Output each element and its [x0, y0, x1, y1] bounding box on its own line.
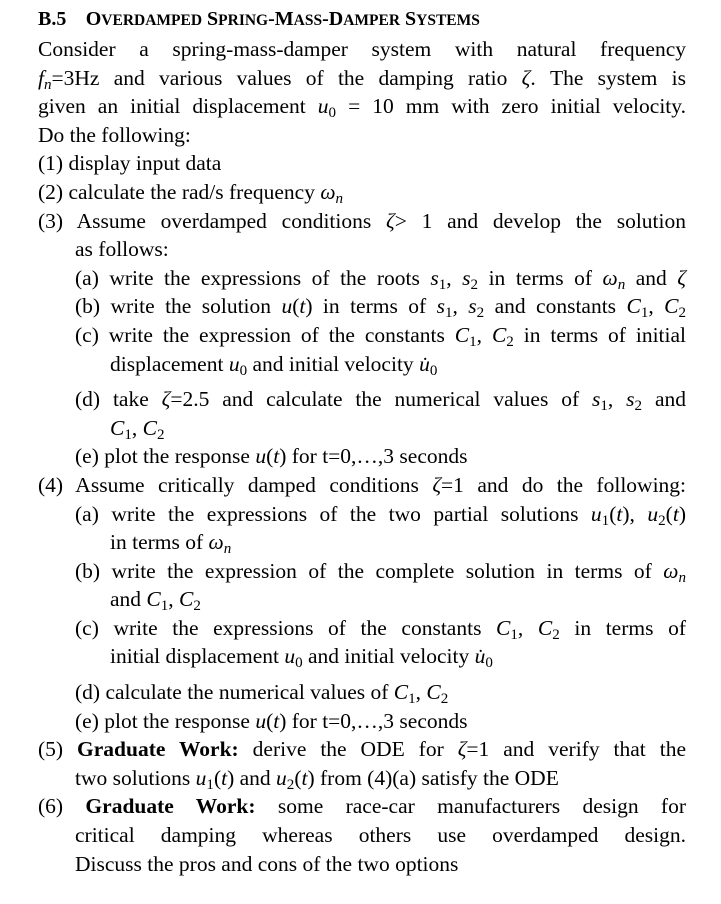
item-4a-line-1: (a) write the expressions of the two partial solutions $u_1(t)$, $u_2(t)$: [75, 501, 686, 529]
intro-line-3: given an initial displacement $u_0 = 10$ mm with zero initial velocity.: [38, 94, 687, 121]
item-4c-line-2: initial displacement $u_0$ and initial velocity $u̇_0$: [110, 644, 493, 672]
item-1: (1) display input data: [38, 151, 222, 176]
item-3d-line-2: $C_1$, $C_2$: [110, 415, 165, 443]
intro-line-4: Do the following:: [38, 122, 191, 147]
item-4d: (d) calculate the numerical values of $C_1$, $C_2$: [75, 680, 449, 707]
item-3b: (b) write the solution u(t) in terms of $s_1$, $s_2$ and constants $C_1$, $C_2$: [75, 294, 687, 322]
item-3c-line-1: (c) write the expression of the constants $C_1$, $C_2$ in terms of initial: [75, 322, 687, 350]
item-4e: (e) plot the response u(t) for t=0,…,3 seconds: [75, 708, 468, 733]
intro-line-1: Consider a spring-mass-damper system with natural frequency: [38, 37, 686, 61]
item-3d-line-1: (d) take ζ=2.5 and calculate the numerical values of $s_1$, $s_2$ and: [75, 387, 687, 414]
item-4b-line-1: (b) write the expression of the complete solution in terms of $\omega_n$: [75, 558, 686, 586]
spacer: [38, 378, 686, 385]
item-4c-line-1: (c) write the expressions of the constants $C_1$, $C_2$ in terms of: [75, 615, 686, 643]
intro-line-2: $f_n=3Hz$ and various values of the damping ratio ζ. The system is: [38, 65, 686, 93]
item-4a-line-2: in terms of $\omega_n$: [110, 530, 232, 557]
item-3e: (e) plot the response u(t) for t=0,…,3 seconds: [75, 444, 468, 469]
item-6-line-1: (6) Graduate Work: some race-car manufacturers design for: [38, 794, 686, 819]
item-4b-line-2: and $C_1$, $C_2$: [110, 587, 201, 615]
section-title: OVERDAMPED SPRING-MASS-DAMPER SYSTEMS: [85, 8, 480, 30]
graduate-work-label: Graduate Work:: [85, 794, 256, 819]
item-4: (4) Assume critically damped conditions ζ=1 and do the following:: [38, 472, 687, 497]
spacer: [38, 671, 686, 678]
item-5-line-2: two solutions $u_1(t)$ and $u_2(t)$ from (4)(a) satisfy the ODE: [75, 765, 559, 793]
item-2: (2) calculate the rad/s frequency $\omega_n$: [38, 179, 344, 207]
item-3c-line-2: displacement $u_0$ and initial velocity $u̇_0$: [110, 351, 438, 379]
item-3-line-2: as follows:: [75, 237, 169, 262]
item-3-line-1: (3) Assume overdamped conditions ζ> 1 and develop the solution: [38, 208, 686, 233]
item-6-line-3: Discuss the pros and cons of the two options: [75, 851, 459, 876]
section-heading: [38, 4, 480, 36]
graduate-work-label: Graduate Work:: [77, 737, 239, 762]
item-6-line-2: critical damping whereas others use overdamped design.: [75, 823, 686, 848]
section-number: B.5: [38, 8, 67, 30]
item-3a: (a) write the expressions of the roots $s_1$, $s_2$ in terms of $\omega_n$ and ζ: [75, 265, 686, 293]
item-5-line-1: (5) Graduate Work: derive the ODE for ζ=1 and verify that the: [38, 737, 686, 762]
problem-body: [38, 35, 686, 878]
